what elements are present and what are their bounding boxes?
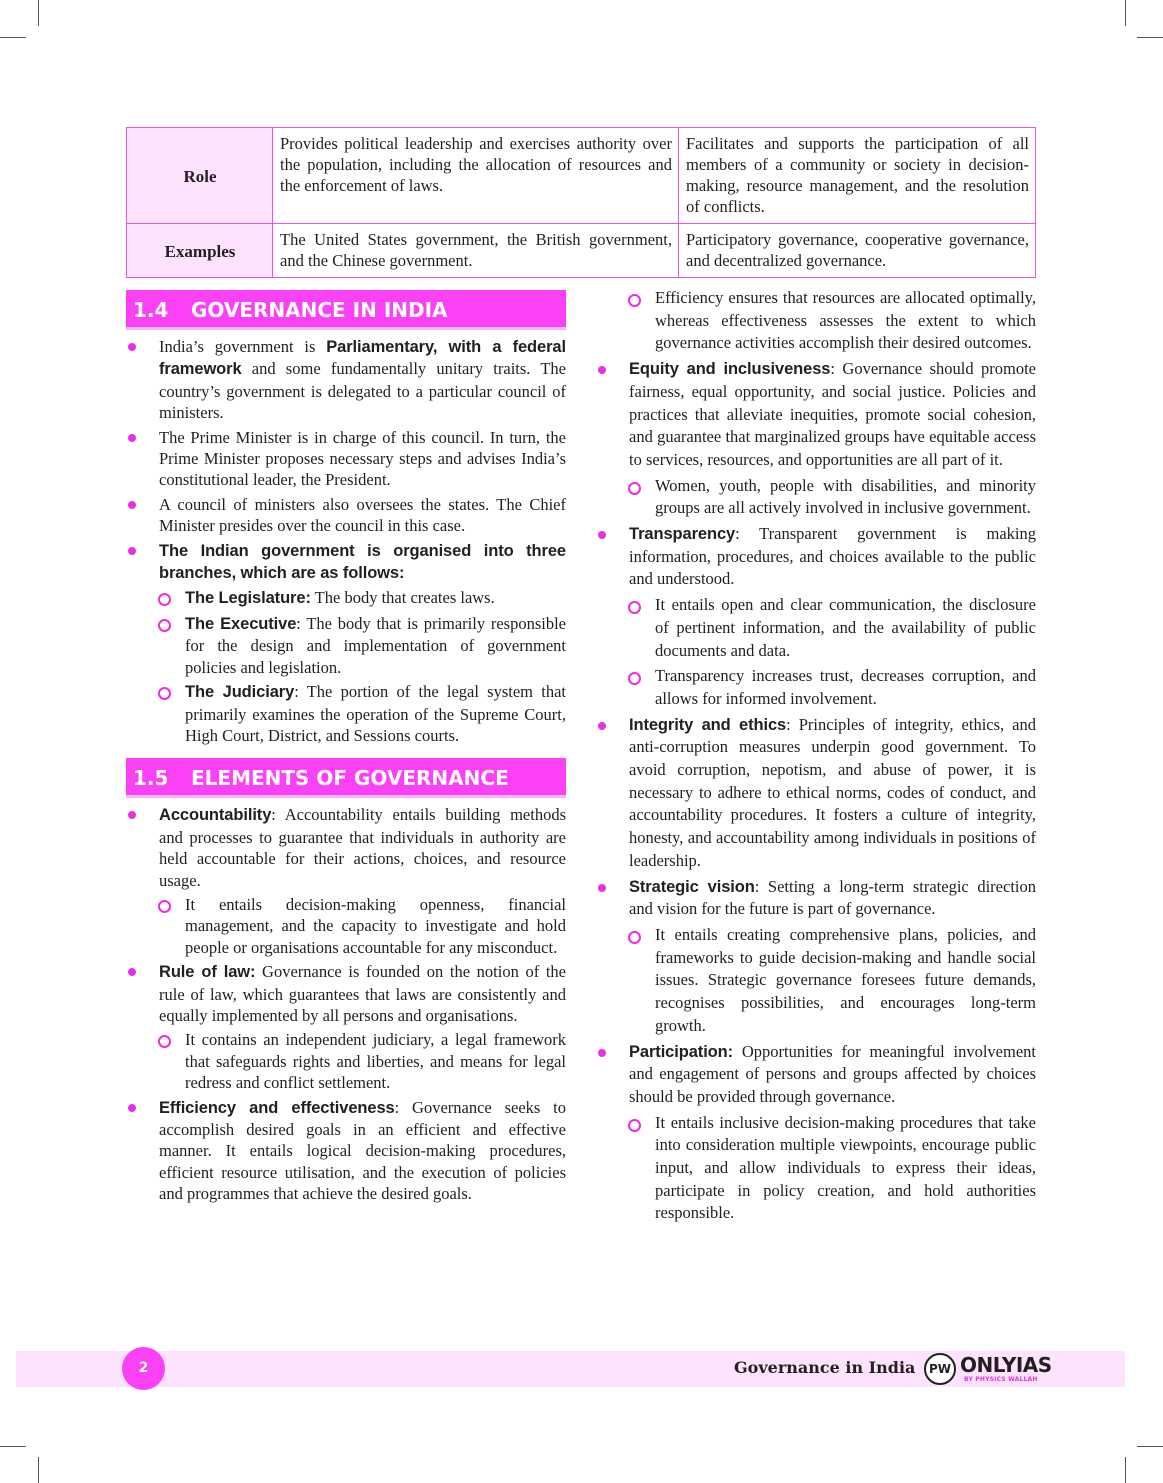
section-number: 1.5 (133, 766, 169, 791)
crop-mark (38, 0, 39, 26)
bullet-item: The Prime Minister is in charge of this council. In turn, the Prime Minister proposes necessary steps and advises India’s constitutional leader, the President. (126, 427, 566, 491)
sub-bullet-item: Women, youth, people with disabilities, and minority groups are all actively involved in inclusive government. (596, 475, 1036, 520)
bullet-item: India’s government is Parliamentary, with a federal framework and some fundamentally unitary traits. The country’s government is delegated to a particular council of ministers. (126, 336, 566, 424)
bullet-item: Strategic vision: Setting a long-term strategic direction and vision for the future is part of governance. (596, 876, 1036, 921)
bullet-item: Efficiency and effectiveness: Governance seeks to accomplish desired goals in an efficient and effective manner. It entails logical decision-making procedures, efficient resource utilisation, and the execution of policies and programmes that achieve the desired goals. (126, 1097, 566, 1205)
right-column (596, 287, 1036, 1228)
crop-mark (0, 1446, 26, 1447)
bullet-item: Accountability: Accountability entails building methods and processes to guarantee that individuals in authority are held accountable for their actions, choices, and resource usage. (126, 804, 566, 891)
sub-bullet-item: Efficiency ensures that resources are allocated optimally, whereas effectiveness assesses the extent to which governance activities accomplish their desired outcomes. (596, 287, 1036, 355)
crop-mark (1125, 1457, 1126, 1483)
bullet-item: The Indian government is organised into three branches, which are as follows: (126, 540, 566, 585)
row-header: Examples (127, 224, 273, 278)
bullet-item: A council of ministers also oversees the states. The Chief Minister presides over the council in this case. (126, 494, 566, 537)
section-title: GOVERNANCE IN INDIA (191, 298, 448, 322)
crop-mark (38, 1457, 39, 1483)
sub-bullet-item: The Judiciary: The portion of the legal system that primarily examines the operation of the Supreme Court, High Court, District, and Sessions courts. (126, 681, 566, 746)
table-cell: Facilitates and supports the participation of all members of a community or society in decision-making, resource management, and the resolution of conflicts. (679, 128, 1036, 224)
footer-title: Governance in India (734, 1358, 916, 1377)
left-column (126, 290, 566, 1208)
page-number: 2 (122, 1347, 165, 1390)
comparison-table (126, 127, 1036, 278)
row-header: Role (127, 128, 273, 224)
crop-mark (1125, 0, 1126, 26)
sub-bullet-item: It entails creating comprehensive plans, policies, and frameworks to guide decision-making and handle social issues. Strategic governance foresees future demands, recognises possibilities, and encourages long-term growth. (596, 924, 1036, 1038)
section-heading-1-4 (126, 290, 566, 330)
sub-bullet-item: Transparency increases trust, decreases corruption, and allows for informed involvement. (596, 665, 1036, 710)
table-row (127, 128, 1036, 224)
sub-bullet-item: It entails open and clear communication, the disclosure of pertinent information, and the availability of public documents and data. (596, 594, 1036, 662)
table-row (127, 224, 1036, 278)
pw-logo-icon: PW (924, 1353, 956, 1385)
section-number: 1.4 (133, 298, 169, 322)
sub-bullet-item: It entails inclusive decision-making procedures that take into consideration multiple viewpoints, encourage public input, and allow individuals to express their ideas, participate in policy creation, and hold authorities responsible. (596, 1112, 1036, 1226)
brand-logo: ONLYIAS (960, 1353, 1052, 1377)
crop-mark (0, 37, 26, 38)
bullet-item: Rule of law: Governance is founded on the notion of the rule of law, which guarantees that laws are consistently and equally implemented by all persons and organisations. (126, 961, 566, 1026)
bullet-item: Participation: Opportunities for meaningful involvement and engagement of persons and groups affected by choices should be provided through governance. (596, 1041, 1036, 1109)
sub-bullet-item: It entails decision-making openness, financial management, and the capacity to investigate and hold people or organisations accountable for any misconduct. (126, 894, 566, 958)
bullet-item: Integrity and ethics: Principles of integrity, ethics, and anti-corruption measures underpin good government. To avoid corruption, nepotism, and abuse of power, it is necessary to adhere to ethical norms, codes of conduct, and accountability procedures. It fosters a culture of integrity, honesty, and accountability among individuals in positions of leadership. (596, 714, 1036, 873)
bullet-item: Equity and inclusiveness: Governance should promote fairness, equal opportunity, and social justice. Policies and practices that alleviate inequities, promote social cohesion, and guarantee that marginalized groups have equitable access to services, resources, and opportunities are all part of it. (596, 358, 1036, 472)
section-heading-1-5 (126, 758, 566, 798)
section-title: ELEMENTS OF GOVERNANCE (191, 766, 509, 791)
brand-subtitle: BY PHYSICS WALLAH (964, 1376, 1038, 1383)
footer-bar (16, 1351, 1125, 1387)
table-cell: Provides political leadership and exercises authority over the population, including the allocation of resources and the enforcement of laws. (273, 128, 679, 224)
table-cell: Participatory governance, cooperative governance, and decentralized governance. (679, 224, 1036, 278)
table-cell: The United States government, the British government, and the Chinese government. (273, 224, 679, 278)
sub-bullet-item: The Legislature: The body that creates laws. (126, 587, 566, 609)
sub-bullet-item: It contains an independent judiciary, a legal framework that safeguards rights and liberties, and means for legal redress and conflict settlement. (126, 1029, 566, 1093)
bullet-item: Transparency: Transparent government is making information, procedures, and choices available to the public and understood. (596, 523, 1036, 591)
sub-bullet-item: The Executive: The body that is primarily responsible for the design and implementation of government policies and legislation. (126, 613, 566, 678)
crop-mark (1137, 1446, 1163, 1447)
crop-mark (1137, 37, 1163, 38)
